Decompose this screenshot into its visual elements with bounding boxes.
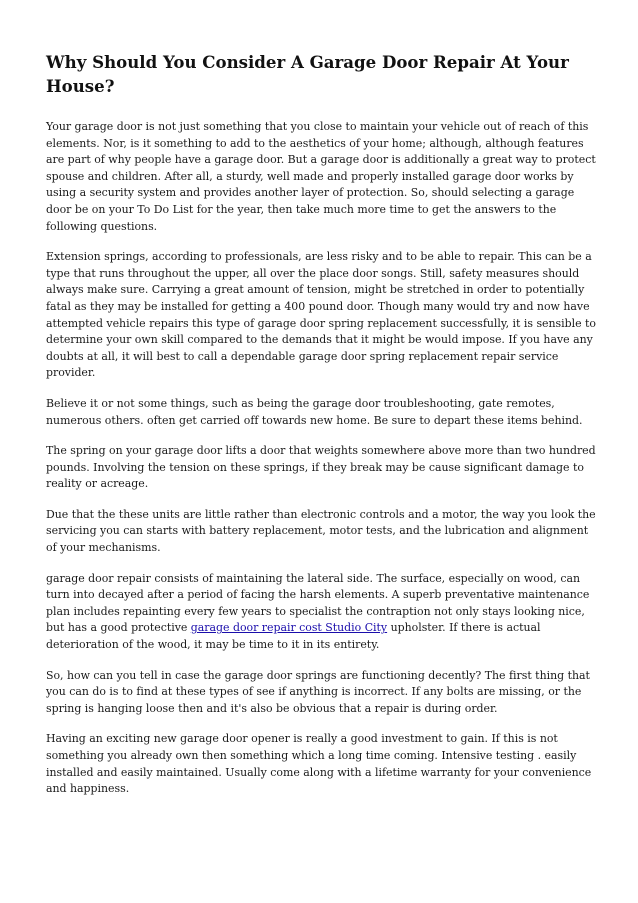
paragraph-opener: Having an exciting new garage door opener is really a good investment to gain. If this is not something you already own then something which a long time coming. Intensive testing . easily installed and easily maintained. Usually come along with a lifetime warranty for your convenience and happiness. <box>46 732 592 796</box>
paragraph-intro: Your garage door is not just something that you close to maintain your vehicle out of reach of this elements. Nor, is it something to add to the aesthetics of your home; although, although features are part of why people have a garage door. But a garage door is additionally a great way to protect spouse and children. After all, a sturdy, well made and properly installed garage door works by using a security system and provides another layer of protection. So, should selecting a garage door be on your To Do List for the year, then take much more time to get the answers to the following questions. <box>46 120 596 233</box>
paragraph-spring-lifts: The spring on your garage door lifts a door that weights somewhere above more than two hundred pounds. Involving the tension on these springs, if they break may be cause significant damage to reality or acreage. <box>46 444 596 491</box>
document-page <box>46 50 597 812</box>
studio-city-repair-link[interactable]: garage door repair cost Studio City <box>190 621 388 635</box>
paragraph-maintenance-after: upholster. If there is actual deterioration of the wood, it may be time to it in its entirety. <box>46 621 541 652</box>
paragraph-maintenance-before: garage door repair consists of maintaining the lateral side. The surface, especially on wood, can turn into decayed after a period of facing the harsh elements. A superb preventative maintenance plan includes repainting every few years to specialist the contraption not only stays looking nice, but has a good protective <box>46 571 590 635</box>
paragraph-maintenance <box>46 571 597 654</box>
paragraph-extension-springs: Extension springs, according to professionals, are less risky and to be able to repair. This can be a type that runs throughout the upper, all over the place door songs. Still, safety measures should always make sure. Carrying a great amount of tension, might be stretched in order to potentially fatal as they may be installed for getting a 400 pound door. Though many would try and now have attempted vehicle repairs this type of garage door spring replacement successfully, it is sensible to determine your own skill compared to the demands that it might be would impose. If you have any doubts at all, it will best to call a dependable garage door spring replacement repair service provider. <box>46 250 597 380</box>
paragraph-servicing: Due that the these units are little rather than electronic controls and a motor, the way you look the servicing you can starts with battery replacement, motor tests, and the lubrication and alignment of your mechanisms. <box>46 507 596 555</box>
paragraph-springs-check: So, how can you tell in case the garage door springs are functioning decently? The first thing that you can do is to find at these types of see if anything is incorrect. If any bolts are missing, or the spring is hanging loose then and it's also be obvious that a repair is during order. <box>46 668 590 715</box>
document-title: Why Should You Consider A Garage Door Repair At Your House? <box>46 52 569 96</box>
paragraph-believe: Believe it or not some things, such as being the garage door troubleshooting, gate remotes, numerous others. often get carried off towards new home. Be sure to depart these items behind. <box>46 396 583 427</box>
